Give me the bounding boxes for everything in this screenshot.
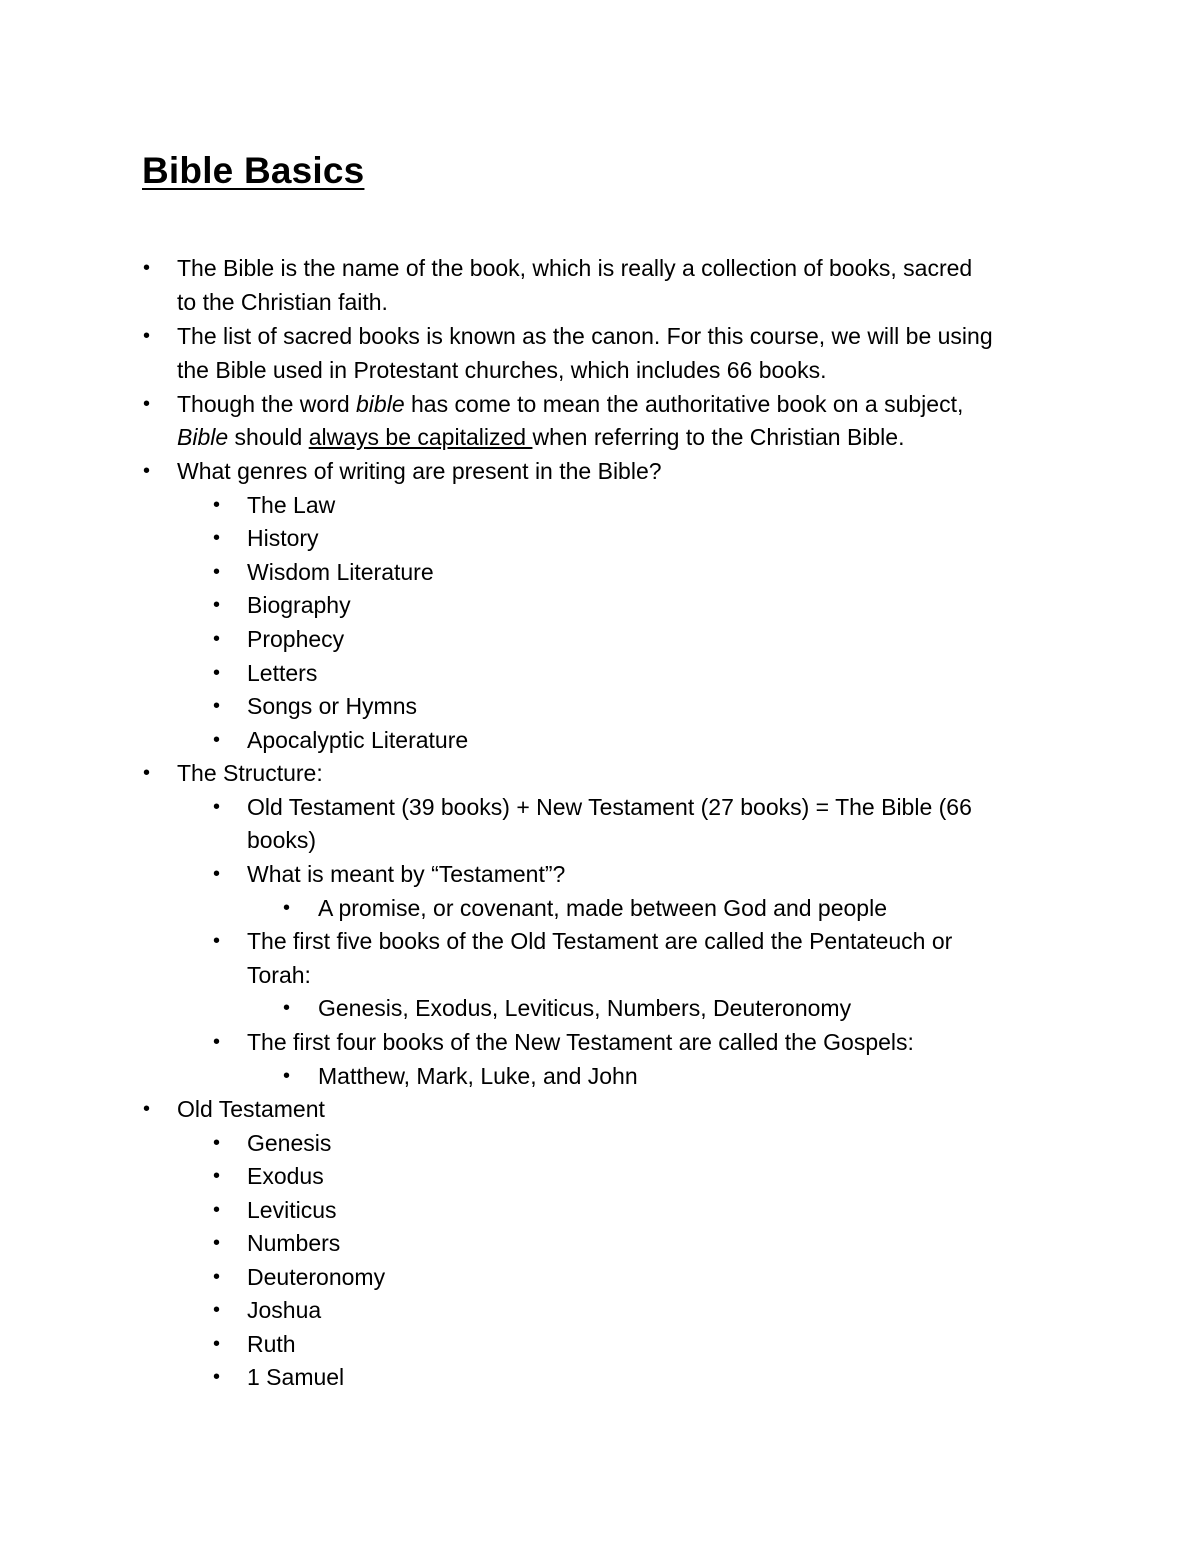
bullet-text: should <box>228 424 309 450</box>
ot-book-item <box>213 1227 341 1261</box>
ot-book-item <box>213 1361 345 1395</box>
genre-item <box>213 724 469 758</box>
bullet-text: books) <box>247 827 317 853</box>
book-name: Ruth <box>247 1331 296 1357</box>
book-name: Leviticus <box>247 1197 337 1223</box>
bullet-icon: • <box>143 762 151 784</box>
bullet-icon: • <box>213 561 221 583</box>
bullet-text: The first five books of the Old Testament are called the Pentateuch or <box>247 928 953 954</box>
genre-item <box>213 489 336 523</box>
bullet-text: The Bible is the name of the book, which is really a collection of books, sacred <box>177 255 973 281</box>
bullet-icon: • <box>213 1165 221 1187</box>
bullet-structure-heading <box>143 757 323 791</box>
bullet-icon: • <box>213 1031 221 1053</box>
bullet-text: Matthew, Mark, Luke, and John <box>318 1063 638 1089</box>
bullet-icon: • <box>213 1333 221 1355</box>
structure-pentateuch-books <box>283 992 852 1026</box>
genre-item <box>213 522 319 556</box>
bullet-icon: • <box>143 257 151 279</box>
underlined-text: always be capitalized <box>308 424 533 450</box>
book-name: Joshua <box>247 1297 322 1323</box>
bullet-icon: • <box>213 930 221 952</box>
ot-book-item <box>213 1194 337 1228</box>
genre-item <box>213 556 434 590</box>
bullet-icon: • <box>213 1266 221 1288</box>
ot-book-item <box>213 1294 322 1328</box>
genre-label: Prophecy <box>247 626 345 652</box>
book-name: Numbers <box>247 1230 341 1256</box>
bullet-icon: • <box>213 1366 221 1388</box>
structure-testament-question <box>213 858 566 892</box>
genre-label: Wisdom Literature <box>247 559 434 585</box>
bullet-text: has come to mean the authoritative book on a subject, <box>404 391 964 417</box>
structure-testament-answer <box>283 892 887 926</box>
bullet-icon: • <box>213 527 221 549</box>
bullet-icon: • <box>213 628 221 650</box>
genre-label: Apocalyptic Literature <box>247 727 469 753</box>
bullet-icon: • <box>143 1098 151 1120</box>
structure-gospels <box>213 1026 914 1060</box>
bullet-icon: • <box>213 662 221 684</box>
italic-word: Bible <box>177 424 229 450</box>
structure-pentateuch <box>213 925 953 959</box>
bullet-bible-definition <box>143 252 973 286</box>
bullet-icon: • <box>213 1232 221 1254</box>
bullet-genres-question <box>143 455 662 489</box>
bullet-icon: • <box>283 997 291 1019</box>
bullet-text: when referring to the Christian Bible. <box>532 424 905 450</box>
bullet-text: The list of sacred books is known as the canon. For this course, we will be using <box>177 323 993 349</box>
bullet-old-testament-heading <box>143 1093 325 1127</box>
bullet-icon: • <box>213 863 221 885</box>
genre-item <box>213 623 345 657</box>
bullet-icon: • <box>213 1199 221 1221</box>
bullet-icon: • <box>213 729 221 751</box>
bullet-continuation <box>247 824 316 858</box>
book-name: Exodus <box>247 1163 324 1189</box>
book-name: 1 Samuel <box>247 1364 345 1390</box>
bullet-text: to the Christian faith. <box>177 289 388 315</box>
bullet-text: Genesis, Exodus, Leviticus, Numbers, Deuteronomy <box>318 995 852 1021</box>
bullet-canon <box>143 320 993 354</box>
bullet-icon: • <box>143 325 151 347</box>
bullet-icon: • <box>213 1299 221 1321</box>
genre-label: History <box>247 525 319 551</box>
bullet-text: What genres of writing are present in the Bible? <box>177 458 662 484</box>
bullet-text: Torah: <box>247 962 311 988</box>
genre-label: Letters <box>247 660 318 686</box>
bullet-text: A promise, or covenant, made between God and people <box>318 895 887 921</box>
bullet-text: Old Testament (39 books) + New Testament (27 books) = The Bible (66 <box>247 794 972 820</box>
ot-book-item <box>213 1160 324 1194</box>
book-name: Genesis <box>247 1130 332 1156</box>
bullet-icon: • <box>213 1132 221 1154</box>
genre-label: Biography <box>247 592 351 618</box>
bullet-icon: • <box>213 494 221 516</box>
genre-label: The Law <box>247 492 336 518</box>
bullet-icon: • <box>283 1065 291 1087</box>
bullet-continuation <box>177 421 904 455</box>
bullet-text: The first four books of the New Testament are called the Gospels: <box>247 1029 914 1055</box>
genre-item <box>213 657 318 691</box>
bullet-icon: • <box>283 897 291 919</box>
bullet-text: Though the word <box>177 391 357 417</box>
bullet-text: The Structure: <box>177 760 323 786</box>
structure-book-count <box>213 791 972 825</box>
bullet-capitalization <box>143 388 964 422</box>
bullet-icon: • <box>143 393 151 415</box>
book-name: Deuteronomy <box>247 1264 386 1290</box>
genre-label: Songs or Hymns <box>247 693 418 719</box>
bullet-continuation <box>247 959 311 993</box>
bullet-text: What is meant by “Testament”? <box>247 861 566 887</box>
genre-item <box>213 690 418 724</box>
bullet-continuation <box>177 354 827 388</box>
bullet-icon: • <box>213 594 221 616</box>
bullet-continuation <box>177 286 388 320</box>
ot-book-item <box>213 1328 296 1362</box>
page-title: Bible Basics <box>142 150 365 191</box>
bullet-icon: • <box>213 796 221 818</box>
bullet-text: the Bible used in Protestant churches, which includes 66 books. <box>177 357 827 383</box>
italic-word: bible <box>356 391 405 417</box>
bullet-text: Old Testament <box>177 1096 325 1122</box>
ot-book-item <box>213 1261 386 1295</box>
bullet-icon: • <box>143 460 151 482</box>
bullet-icon: • <box>213 695 221 717</box>
genre-item <box>213 589 351 623</box>
ot-book-item <box>213 1127 332 1161</box>
structure-gospels-books <box>283 1060 638 1094</box>
